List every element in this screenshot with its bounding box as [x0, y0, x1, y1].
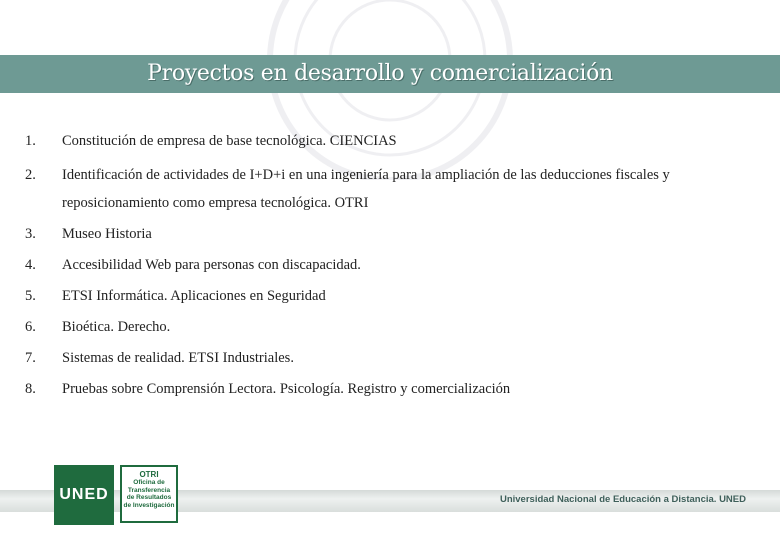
item-text: Identificación de actividades de I+D+i en una ingeniería para la ampliación de las deducciones fiscales y reposicionamiento como empresa tecnológica. OTRI [62, 167, 670, 211]
item-text: Sistemas de realidad. ETSI Industriales. [62, 350, 294, 366]
item-text: Pruebas sobre Comprensión Lectora. Psicología. Registro y comercialización [62, 381, 511, 397]
list-item [25, 219, 765, 250]
item-number: 3. [25, 226, 36, 242]
item-number: 8. [25, 381, 36, 397]
otri-logo-title: OTRI [139, 470, 159, 479]
list-item [25, 126, 765, 157]
item-text: Museo Historia [62, 226, 152, 242]
otri-logo-line: de Resultados [126, 494, 172, 501]
list-item [25, 374, 765, 405]
otri-logo [120, 465, 178, 523]
page-title: Proyectos en desarrollo y comercialización [147, 61, 613, 86]
list-item [25, 343, 765, 374]
list-item [25, 312, 765, 343]
item-text: Constitución de empresa de base tecnológica. CIENCIAS [62, 133, 397, 149]
item-number: 1. [25, 133, 36, 149]
item-number: 7. [25, 350, 36, 366]
item-number: 2. [25, 167, 36, 183]
uned-logo-text: UNED [59, 486, 109, 503]
otri-logo-line: Oficina de [133, 479, 165, 486]
list-item [25, 281, 765, 312]
item-text: ETSI Informática. Aplicaciones en Seguridad [62, 288, 326, 304]
item-number: 4. [25, 257, 36, 273]
project-list [25, 126, 765, 405]
item-text: Bioética. Derecho. [62, 319, 171, 335]
footer-text: Universidad Nacional de Educación a Distancia. UNED [499, 494, 746, 505]
item-number: 6. [25, 319, 36, 335]
list-item [25, 161, 765, 217]
uned-logo [54, 465, 114, 525]
list-item [25, 250, 765, 281]
otri-logo-line: Transferencia [127, 486, 171, 494]
otri-logo-line: de Investigación [123, 501, 175, 509]
item-number: 5. [25, 288, 36, 304]
item-text: Accesibilidad Web para personas con discapacidad. [62, 257, 361, 273]
